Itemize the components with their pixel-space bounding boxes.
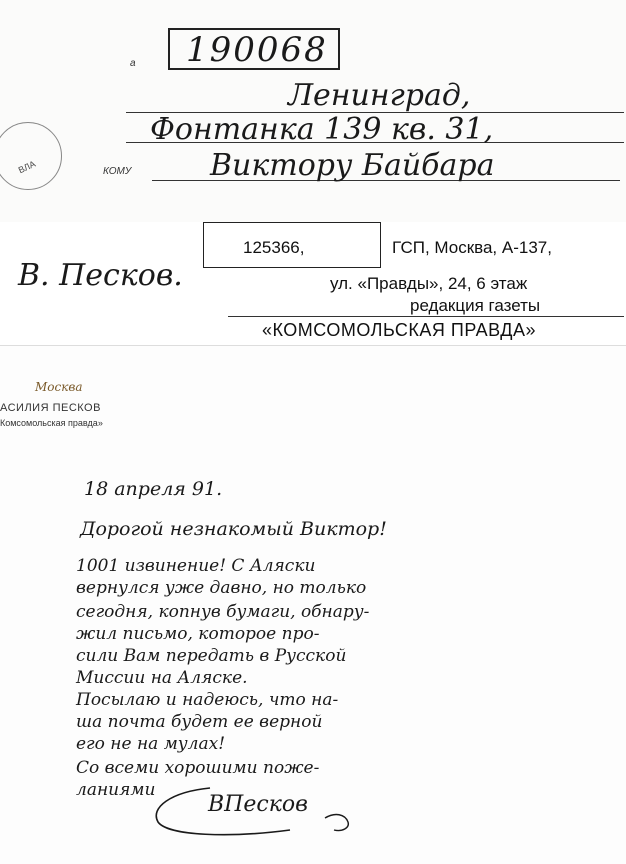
letter-line: Посылаю и надеюсь, что на- (76, 690, 339, 710)
postmark-text: ВЛА (16, 158, 38, 176)
return-line-1: ГСП, Москва, А-137, (392, 238, 552, 257)
return-rule (228, 316, 624, 317)
return-zip: 125366, (243, 238, 305, 257)
letter-line: ша почта будет ее верной (76, 712, 323, 732)
letter-line: сегодня, копнув бумаги, обнару- (76, 602, 370, 622)
letter-signature (150, 778, 370, 853)
return-line-3: редакция газеты (410, 296, 541, 315)
return-line-4: «КОМСОМОЛЬСКАЯ ПРАВДА» (262, 320, 536, 340)
letter-line: 1001 извинение! С Аляски (76, 556, 316, 576)
letter-line: Миссии на Аляске. (76, 668, 248, 688)
letter-line: Со всеми хорошими поже- (76, 758, 320, 778)
letter-greeting: Дорогой незнакомый Виктор! (80, 518, 387, 540)
letterhead-paper: Комсомольская правда» (0, 418, 103, 428)
to-label: КОМУ (103, 166, 132, 177)
letter-date: 18 апреля 91. (84, 478, 223, 500)
address-line-city: Ленинград, (288, 78, 471, 113)
address-line-recipient: Виктору Байбара (210, 148, 495, 183)
signature-text: ВПесков (208, 792, 308, 817)
letter-line: сили Вам передать в Русской (76, 646, 347, 666)
return-line-2: ул. «Правды», 24, 6 этаж (330, 274, 528, 293)
letterhead-scribble: Москва (35, 380, 83, 394)
letter-line: жил письмо, которое про- (76, 624, 320, 644)
letterhead-name: АСИЛИЯ ПЕСКОВ (0, 402, 101, 414)
letter-line: его не на мулах! (76, 734, 226, 754)
letter-line: вернулся уже давно, но только (76, 578, 367, 598)
sender-signature: В. Песков. (18, 258, 183, 293)
letter-line: ланиями (76, 780, 156, 800)
address-line-street: Фонтанка 139 кв. 31, (150, 112, 494, 147)
zip-code: 190068 (186, 30, 328, 70)
zip-label: а (130, 58, 136, 69)
